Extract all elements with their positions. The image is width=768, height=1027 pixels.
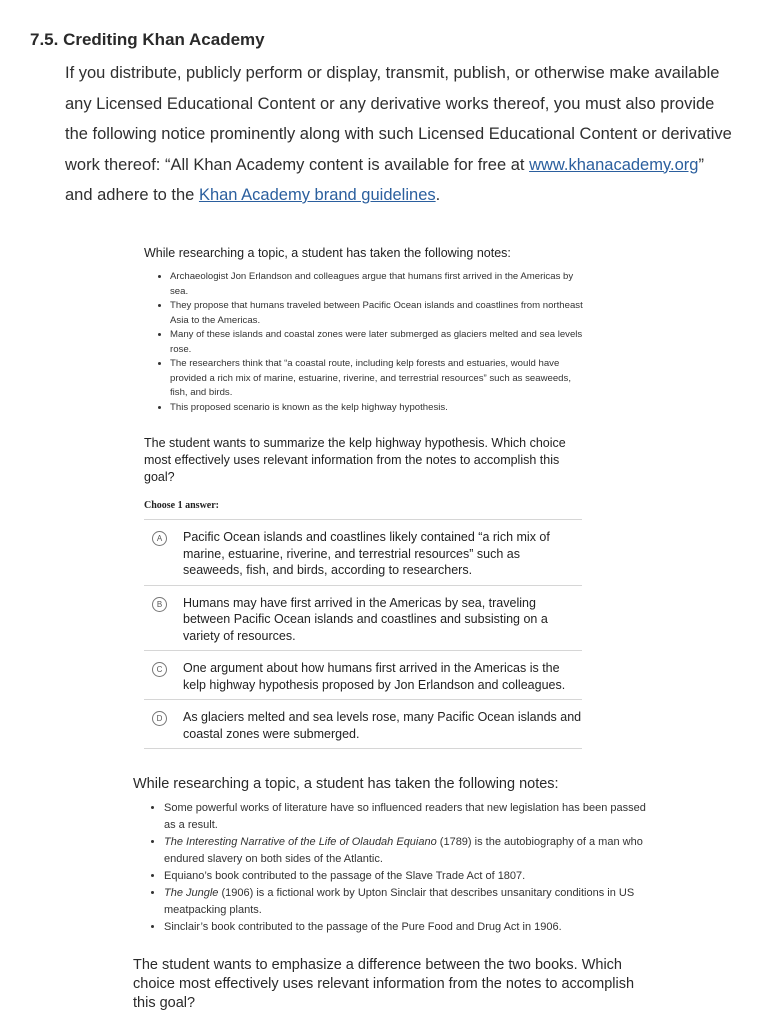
question-prompt: The student wants to emphasize a difference between the two books. Which choice most effectively uses relevant information from the notes to accomplish this goal? [133,957,635,1011]
license-text-1: If you distribute, publicly perform or display, transmit, publish, or otherwise make available any Licensed Educational Content or any derivative works thereof, you must also provide the following notice prominently along with such Licensed Educational Content or derivative work thereof: “All Khan Academy content is available for free at [65,64,732,174]
choice-text-a: Pacific Ocean islands and coastlines likely contained “a rich mix of marine, estuarine, riverine, and terrestrial resources” such as seaweeds, fish, and birds, according to researchers. [183,530,550,577]
answer-choices [144,519,582,749]
notes-intro: While researching a topic, a student has taken the following notes: [133,776,559,792]
license-paragraph [65,58,735,211]
choose-label: Choose 1 answer: [144,500,219,511]
note-item: • This proposed scenario is known as the kelp highway hypothesis. [170,401,589,416]
note-item: • They propose that humans traveled between Pacific Ocean islands and coastlines from northeast Asia to the Americas. [170,299,589,328]
license-text-2: ” and adhere to the [65,155,704,204]
choice-text-c: One argument about how humans first arrived in the Americas is the kelp highway hypothesis proposed by Jon Erlandson and colleagues. [183,661,566,692]
note-item: • The researchers think that “a coastal route, including kelp forests and estuaries, would have provided a rich mix of marine, estuarine, riverine, and terrestrial resources” such as seaweeds, fish, and birds. [170,357,589,401]
choice-letter-a: A [152,531,167,546]
choice-c[interactable] [144,651,582,700]
notes-list [133,800,653,936]
book-title: The Interesting Narrative of the Life of Olaudah Equiano [164,836,437,848]
book-title: The Jungle [164,887,219,899]
note-item [164,885,653,919]
khanacademy-link[interactable]: www.khanacademy.org [529,155,699,174]
choice-text-b: Humans may have first arrived in the Americas by sea, traveling between Pacific Ocean islands and coastlines and subsisting on a variety of resources. [183,595,548,643]
note-item: • Many of these islands and coastal zones were later submerged as glaciers melted and sea levels rose. [170,328,589,357]
question-prompt: The student wants to summarize the kelp highway hypothesis. Which choice most effectively uses relevant information from the notes to accomplish this goal? [144,436,566,484]
notes-list [144,270,589,415]
note-item: • Archaeologist Jon Erlandson and colleagues argue that humans first arrived in the Americas by sea. [170,270,589,299]
note-text: (1789) is the autobiography of a man who endured slavery on both sides of the Atlantic. [164,836,643,865]
note-text: Sinclair’s book contributed to the passage of the Pure Food and Drug Act in 1906. [164,921,562,933]
choice-d[interactable] [144,700,582,749]
note-text: (1906) is a fictional work by Upton Sinclair that describes unsanitary conditions in US meatpacking plants. [164,887,635,916]
choice-letter-d: D [152,711,167,726]
choice-a[interactable] [144,520,582,586]
brand-guidelines-link[interactable]: Khan Academy brand guidelines [198,186,436,204]
choice-b[interactable] [144,586,582,652]
question-2 [133,776,653,1027]
question-1 [144,246,589,749]
notes-intro: While researching a topic, a student has taken the following notes: [144,246,511,260]
note-item [164,800,653,834]
note-text: Some powerful works of literature have so influenced readers that new legislation has been passed as a result. [164,802,646,831]
license-text-3: . [435,186,441,204]
note-text: Equiano’s book contributed to the passage of the Slave Trade Act of 1807. [164,870,526,882]
choice-text-d: As glaciers melted and sea levels rose, many Pacific Ocean islands and coastal zones were submerged. [183,710,582,741]
choice-letter-b: B [152,597,167,612]
note-item [164,919,653,936]
choice-letter-c: C [152,662,167,677]
section-title: 7.5. Crediting Khan Academy [30,30,265,49]
note-item [164,834,653,868]
note-item [164,868,653,885]
